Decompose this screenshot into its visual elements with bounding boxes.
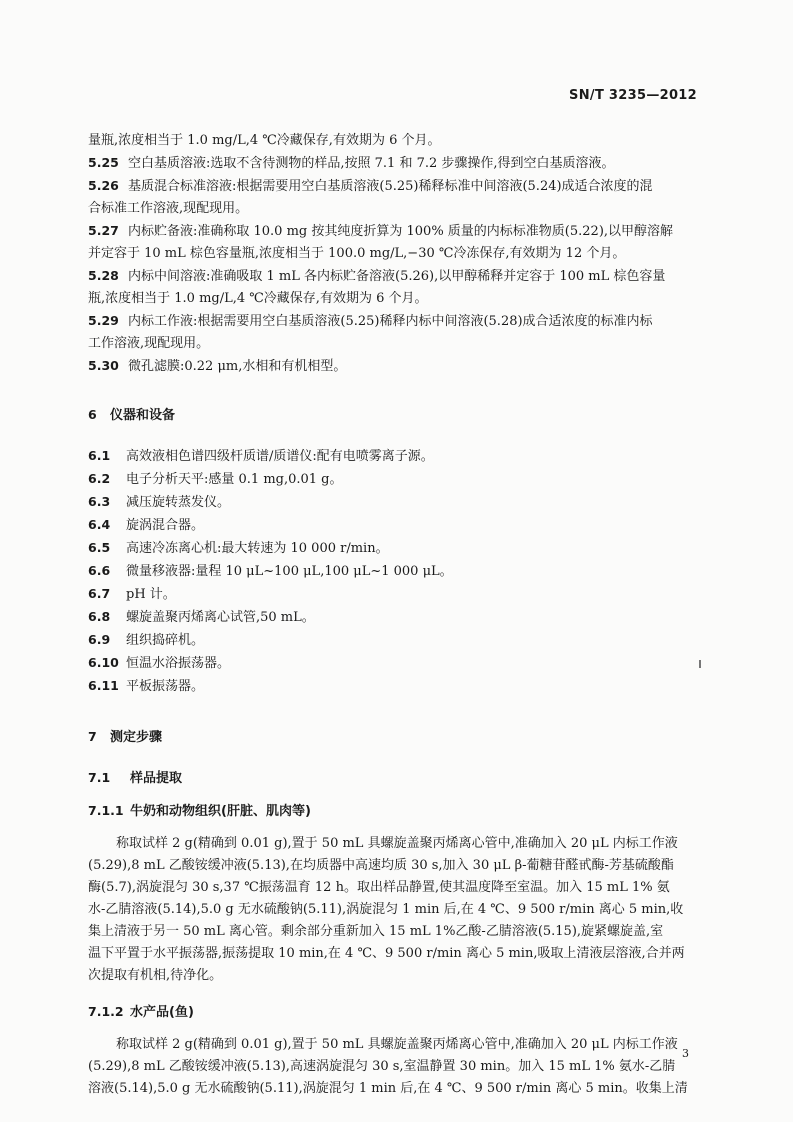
clause-number: 6.6	[88, 563, 111, 578]
subsection-7-1-heading	[88, 767, 706, 790]
clause-text: pH 计。	[126, 587, 176, 602]
section-6-heading	[88, 404, 706, 427]
clause-number: 6.2	[88, 471, 111, 486]
subsection-number: 7.1.1	[88, 803, 124, 818]
clause-6-7	[88, 583, 706, 606]
clause-text: 恒温水浴振荡器。	[126, 656, 231, 671]
clause-6-9	[88, 629, 706, 652]
clause-6-11	[88, 675, 706, 698]
clause-6-6	[88, 560, 706, 583]
clause-text: 旋涡混合器。	[126, 518, 205, 533]
clause-number: 5.30	[88, 358, 119, 373]
clause-text: 基质混合标准溶液:根据需要用空白基质溶液(5.25)稀释标准中间溶液(5.24)成适合浓度的混	[128, 179, 653, 194]
clause-text: 减压旋转蒸发仪。	[126, 495, 231, 510]
clause-text: 高效液相色谱四级杆质谱/质谱仪:配有电喷雾离子源。	[126, 449, 434, 464]
clause-number: 6.3	[88, 494, 111, 509]
section-6-items	[88, 445, 706, 698]
clause-text: 内标工作液:根据需要用空白基质溶液(5.25)稀释内标中间溶液(5.28)成合适浓度的标准内标	[128, 314, 653, 329]
section-title: 仪器和设备	[110, 408, 176, 423]
clause-text-continued: 合标准工作溶液,现配现用。	[88, 201, 249, 216]
clause-6-4	[88, 514, 706, 537]
section-7-heading	[88, 726, 706, 749]
paragraph-line: 水-乙腈溶液(5.14),5.0 g 无水硫酸钠(5.11),涡旋混匀 1 min 后,在 4 ℃、9 500 r/min 离心 5 min,收	[88, 902, 684, 917]
clause-number: 5.26	[88, 178, 119, 193]
clause-5-25	[88, 152, 706, 175]
paragraph-line: 酶(5.7),涡旋混匀 30 s,37 ℃振荡温育 12 h。取出样品静置,使其温度降至室温。加入 15 mL 1% 氨	[88, 880, 670, 895]
subsection-title: 水产品(鱼)	[130, 1005, 194, 1020]
paragraph-7-1-2	[88, 1034, 706, 1100]
clause-number: 6.4	[88, 517, 111, 532]
clause-5-29	[88, 310, 706, 355]
clause-number: 6.5	[88, 540, 111, 555]
clause-number: 6.1	[88, 448, 111, 463]
clause-number: 5.28	[88, 268, 119, 283]
clause-text: 内标贮备液:准确称取 10.0 mg 按其纯度折算为 100% 质量的内标标准物质(5.22),以甲醇溶解	[128, 224, 674, 239]
clause-6-10	[88, 652, 706, 675]
clause-text: 螺旋盖聚丙烯离心试管,50 mL。	[126, 610, 315, 625]
section-title: 测定步骤	[110, 730, 163, 745]
clause-number: 6.8	[88, 609, 111, 624]
paragraph-line: 温下平置于水平振荡器,振荡提取 10 min,在 4 ℃、9 500 r/min 离心 5 min,吸取上清液层溶液,合并两	[88, 946, 685, 961]
clause-5-26	[88, 175, 706, 220]
clause-5-27	[88, 220, 706, 265]
subsection-number: 7.1	[88, 770, 111, 785]
clause-text: 高速冷冻离心机:最大转速为 10 000 r/min。	[126, 541, 389, 556]
subsection-7-1-1-heading	[88, 800, 706, 823]
clause-6-2	[88, 468, 706, 491]
clause-number: 6.10	[88, 655, 119, 670]
subsection-title: 样品提取	[130, 771, 183, 786]
clause-text: 平板振荡器。	[126, 679, 205, 694]
clause-text-continued: 工作溶液,现配现用。	[88, 336, 210, 351]
clause-5-28	[88, 265, 706, 310]
paragraph-line: 溶液(5.14),5.0 g 无水硫酸钠(5.11),涡旋混匀 1 min 后,在 4 ℃、9 500 r/min 离心 5 min。收集上清	[88, 1081, 688, 1096]
clause-text: 微孔滤膜:0.22 μm,水相和有机相型。	[128, 359, 347, 374]
paragraph-line: 称取试样 2 g(精确到 0.01 g),置于 50 mL 具螺旋盖聚丙烯离心管中,准确加入 20 μL 内标工作液	[116, 1037, 678, 1052]
section-5-items	[88, 152, 706, 378]
clause-5-30	[88, 355, 706, 378]
section-number: 7	[88, 729, 97, 744]
clause-6-5	[88, 537, 706, 560]
continued-line: 量瓶,浓度相当于 1.0 mg/L,4 ℃冷藏保存,有效期为 6 个月。	[88, 133, 441, 148]
clause-number: 5.27	[88, 223, 119, 238]
clause-text: 组织捣碎机。	[126, 633, 205, 648]
paragraph-line: 次提取有机相,待净化。	[88, 968, 223, 983]
clause-number: 5.29	[88, 313, 119, 328]
page-number: 3	[682, 1047, 689, 1060]
paragraph-line: 集上清液于另一 50 mL 离心管。剩余部分重新加入 15 mL 1%乙酸-乙腈溶液(5.15),旋紧螺旋盖,室	[88, 924, 664, 939]
paragraph-7-1-1	[88, 833, 706, 987]
clause-6-3	[88, 491, 706, 514]
clause-text: 电子分析天平:感量 0.1 mg,0.01 g。	[126, 472, 343, 487]
clause-6-1	[88, 445, 706, 468]
document-body	[88, 130, 706, 1100]
clause-text-continued: 并定容于 10 mL 棕色容量瓶,浓度相当于 100.0 mg/L,−30 ℃冷冻保存,有效期为 12 个月。	[88, 246, 626, 261]
subsection-number: 7.1.2	[88, 1004, 124, 1019]
clause-number: 6.11	[88, 678, 119, 693]
paragraph-line: (5.29),8 mL 乙酸铵缓冲液(5.13),在均质器中高速均质 30 s,加入 30 μL β-葡糖苷醛甙酶-芳基硫酸酯	[88, 858, 674, 873]
clause-6-8	[88, 606, 706, 629]
subsection-title: 牛奶和动物组织(肝脏、肌肉等)	[130, 804, 311, 819]
clause-text: 空白基质溶液:选取不含待测物的样品,按照 7.1 和 7.2 步骤操作,得到空白基质溶液。	[128, 156, 615, 171]
standard-code: SN/T 3235—2012	[569, 88, 697, 103]
clause-text: 内标中间溶液:准确吸取 1 mL 各内标贮备溶液(5.26),以甲醇稀释并定容于 100 mL 棕色容量	[128, 269, 666, 284]
paragraph-line: (5.29),8 mL 乙酸铵缓冲液(5.13),高速涡旋混匀 30 s,室温静置 30 min。加入 15 mL 1% 氨水-乙腈	[88, 1059, 676, 1074]
clause-text-continued: 瓶,浓度相当于 1.0 mg/L,4 ℃冷藏保存,有效期为 6 个月。	[88, 291, 428, 306]
section-number: 6	[88, 407, 97, 422]
paragraph-line: 称取试样 2 g(精确到 0.01 g),置于 50 mL 具螺旋盖聚丙烯离心管中,准确加入 20 μL 内标工作液	[116, 836, 678, 851]
subsection-7-1-2-heading	[88, 1001, 706, 1024]
clause-number: 5.25	[88, 155, 119, 170]
margin-mark	[699, 660, 701, 668]
clause-text: 微量移液器:量程 10 μL~100 μL,100 μL~1 000 μL。	[126, 564, 453, 579]
clause-number: 6.7	[88, 586, 111, 601]
clause-number: 6.9	[88, 632, 111, 647]
